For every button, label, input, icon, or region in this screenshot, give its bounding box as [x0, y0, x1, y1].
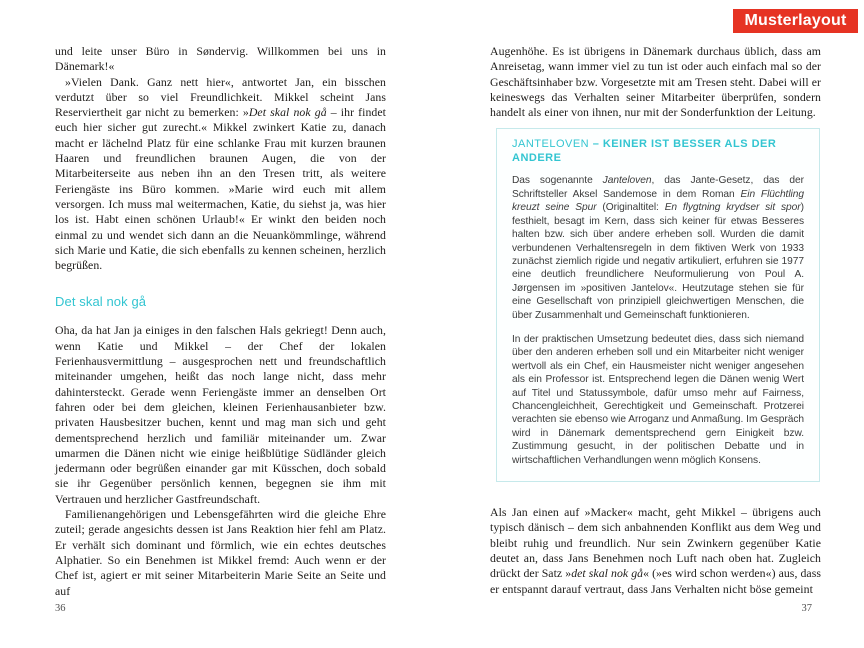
text-run: Familienangehörigen und Lebensgefährten wird die gleiche Ehre zuteil; gerade angesichts dessen ist Jans Reaktion hier fehl am Platz. Er verhält sich dominant und förmlich, wie ein echtes deutsches Alphatier. So ein Benehmen ist Mikkel fremd: Auch wenn er der Chef ist, agiert er mit seiner Mitarbeiterin Marie Seite an Seite und auf — [55, 507, 386, 598]
info-box-title — [512, 138, 804, 165]
text-run: Oha, da hat Jan ja einiges in den falschen Hals gekriegt! Denn auch, wenn Katie und Mikkel – der Chef der lokalen Ferienhausvermittlung – ausgesprochen nett und freundschaftlich miteinander umgehen, heißt das noch lange nicht, dass mehr dahintersteckt. Gerade wenn Feriengäste immer an denselben Ort fahren oder bei dem gleichen, kleinen Ferienhausanbieter bzw. privaten Hausbesitzer buchen, kennt und mag man sich und geht dementsprechend herzlich und familiär miteinander um. Zwar umarmen die Dänen nicht wie einige heißblütige Südländer gleich jedermann oder begrüßen einander gar mit Küsschen, doch sobald sie ihr Gegenüber persönlich kennen, begegnen sie ihm mit Vertrauen und herzlicher Gastfreundschaft. — [55, 323, 386, 506]
text-run: Als Jan einen auf »Macker« macht, geht Mikkel – übrigens auch typisch dänisch – dem sich anbahnenden Konflikt aus dem Weg und bleibt ruhig und freundlich. Nur sein Zwinkern gegenüber Katie deutet an, dass Jans Benehmen noch Luft nach oben hat. Zugleich drückt der Satz » — [490, 505, 821, 581]
text-run: (Originaltitel: — [596, 202, 665, 214]
text-run: »Vielen Dank. Ganz nett hier«, antwortet Jan, ein bisschen verdutzt über so viel Freundlichkeit. Mikkel scheint Jans Reserviertheit gar nicht zu bemerken: » — [55, 74, 386, 120]
info-box-paragraph — [512, 174, 804, 321]
text-run: und leite unser Büro in Søndervig. Willkommen bei uns in Dänemark!« — [55, 44, 386, 74]
body-paragraph — [490, 505, 821, 597]
text-run: – ihr findet euch hier sicher gut zurecht.« Mikkel zwinkert Katie zu, danach macht er lächelnd Platz für eine schlanke Frau mit kurzen braunen Haaren und freundlichen braunen Augen, die von der Mitarbeiterseite aus neben ihn an den Tresen tritt, als weitere Feriengäste ins Büro kommen. »Marie wird euch mit allem versorgen. Ich muss mal weitermachen, Katie, du siehst ja, was hier los ist. Habt einen schönen Urlaub!« Er winkt den beiden noch einmal zu und wendet sich dann an die Neuankömmlinge, während sich Marie und Katie, die sich ebenfalls zu kennen scheinen, herzlich begrüßen. — [55, 105, 386, 273]
italic-phrase: Janteloven — [602, 175, 652, 187]
body-paragraph — [55, 507, 386, 599]
italic-phrase: Det skal nok gå — [248, 105, 327, 120]
page-number-right: 37 — [801, 603, 812, 614]
text-run: , das Jante-Gesetz, das der Schriftsteller Aksel Sandemose in dem Roman — [512, 175, 805, 200]
info-box — [496, 128, 820, 482]
section-heading: Det skal nok gå — [55, 294, 147, 310]
italic-phrase: det skal nok gå — [571, 566, 644, 581]
right-page-text-column — [490, 44, 821, 597]
text-run: Augenhöhe. Es ist übrigens in Dänemark durchaus üblich, dass am Anreisetag, wann immer viel zu tun ist oder auch einfach mal so der Geschäftsinhaber bzw. Vorgesetzte mit am Tresen steht. Dabei will er keineswegs das Verhalten seiner Mitarbeiter überprüfen, sondern handelt als einer von ihnen, nur mit der Sonderfunktion der Leitung. — [490, 44, 821, 120]
text-run: « (»es wird schon werden«) aus, dass er entspannt darauf vertraut, dass Jans Verhalten nicht böse gemeint — [490, 566, 821, 596]
info-box-paragraph — [512, 333, 804, 467]
text-run: In der praktischen Umsetzung bedeutet dies, dass sich niemand über den anderen erheben soll und ein Mitarbeiter nicht weniger wertvoll als ein Chef, ein Hausmeister nicht weniger angesehen als ein Professor ist. Entsprechend legen die Dänen wenig Wert auf Titel und Statussymbole, dafür umso mehr auf Fairness, Chancengleichheit, Gerechtigkeit und Gemeinschaft. Protzerei verachten sie ebenso wie Arroganz und Anmaßung. Im Gespräch wird in Dänemark dementsprechend gern Einigkeit bzw. Zustimmung gesucht, in der politischen Debatte und in wirtschaftlichen Verhandlungen wenn möglich Konsens. — [512, 333, 804, 466]
text-run: ) festhielt, besagt im Kern, dass sich keiner für etwas Besseres halten bzw. sich über andere erheben soll. Wurden die damit verbundenen Verhaltensregeln in dem fiktiven Werk von 1933 zunächst ziemlich rigide und negativ artikuliert, erfuhren sie 1977 eine deutlich freundlichere Neuformulierung von Poul A. Jørgensen im »positiven Jantelov«. Heutzutage stehen sie für eine Gesellschaft von prinzipiell gleichwertigen Menschen, die über Zusammenhalt und Gemeinschaft funktionieren. — [512, 202, 804, 321]
body-paragraph — [55, 44, 386, 75]
info-box-title-keyword: JANTELOVEN — [512, 138, 593, 151]
left-page-text-column — [55, 44, 386, 599]
italic-phrase: Ein Flüchtling kreuzt seine Spur — [512, 188, 804, 214]
body-paragraph — [55, 323, 386, 507]
info-box-title-main: – KEINER IST BESSER ALS DER ANDERE — [512, 138, 777, 164]
page-number-left: 36 — [55, 603, 66, 614]
body-paragraph — [55, 75, 386, 274]
body-paragraph — [490, 44, 821, 120]
text-run: Das sogenannte — [512, 175, 603, 187]
italic-phrase: En flygtning krydser sit spor — [664, 202, 801, 214]
musterlayout-badge: Musterlayout — [733, 9, 858, 33]
